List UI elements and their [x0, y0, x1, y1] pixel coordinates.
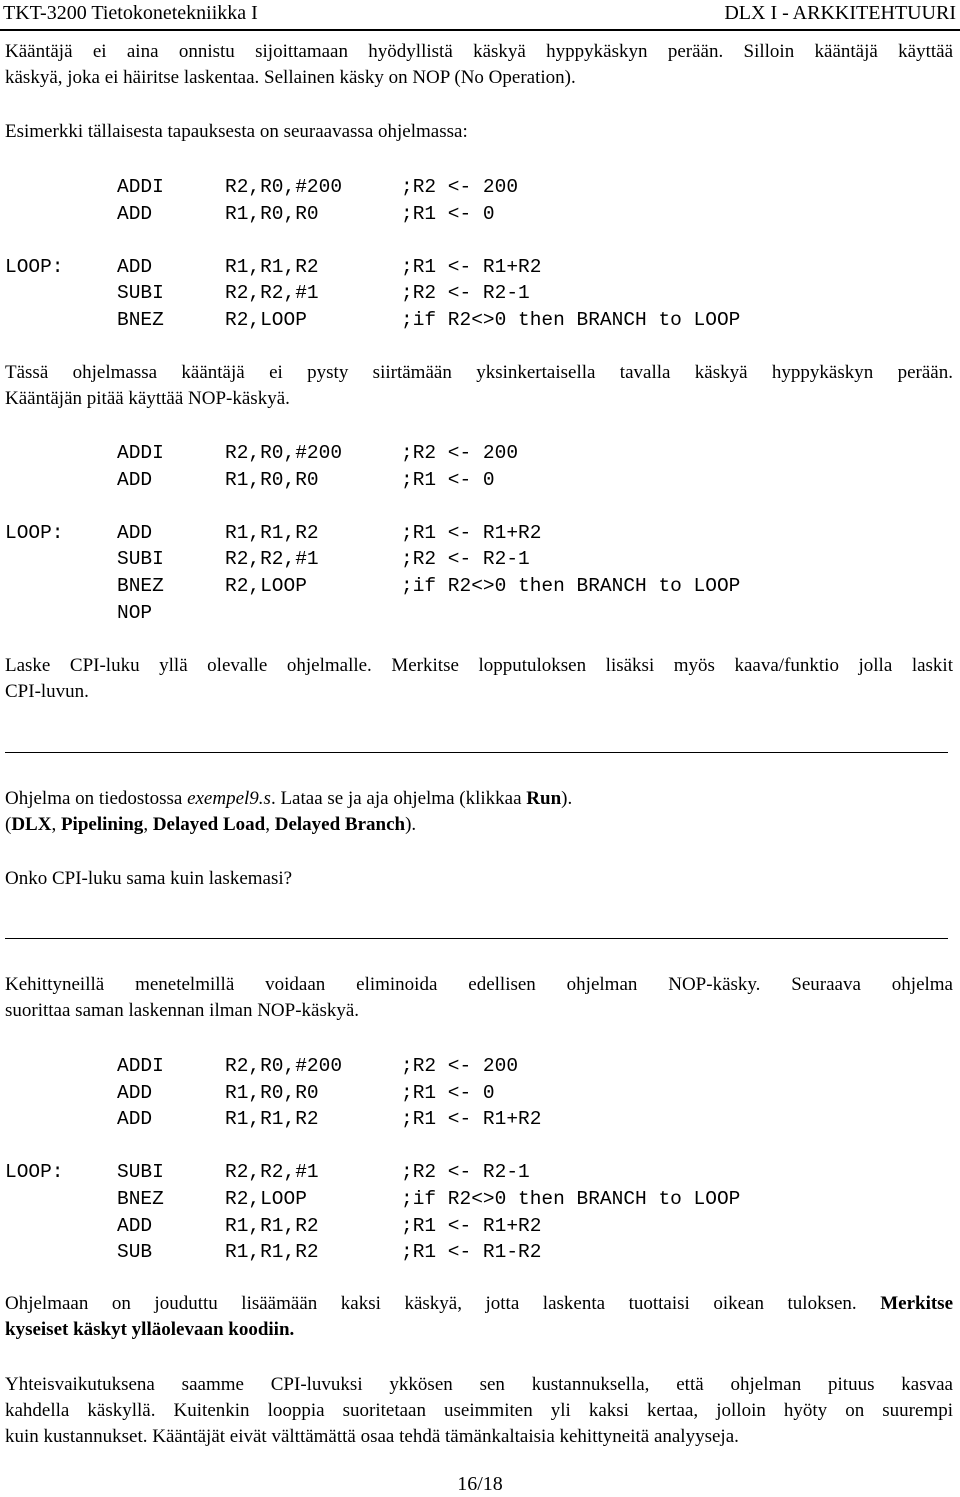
- tradeoff-line-3: kuin kustannukset. Kääntäjät eivät välttämättä osaa tehdä tämänkaltaisia kehittyneitä analyyseja.: [5, 1426, 739, 1447]
- intro-line-1: Kääntäjä ei aina onnistu sijoittamaan hyödyllistä käskyä hyppykäskyn perään. Silloin kääntäjä käyttää: [5, 41, 953, 62]
- code-block-2: [5, 440, 905, 626]
- advanced-line-1: Kehittyneillä menetelmillä voidaan eliminoida edellisen ohjelman NOP-käsky. Seuraava ohjelma: [5, 974, 953, 995]
- code-line: ADDI R2,R0,#200 ;R2 <- 200: [117, 442, 519, 464]
- code-line: SUBI R2,R2,#1 ;R2 <- R2-1: [117, 282, 530, 305]
- cpi-question: Onko CPI-luku sama kuin laskemasi?: [5, 868, 293, 889]
- code-line: ADDI R2,R0,#200 ;R2 <- 200: [117, 1055, 519, 1077]
- example-intro: Esimerkki tällaisesta tapauksesta on seuraavassa ohjelmassa:: [5, 121, 468, 142]
- page-header: [0, 0, 960, 30]
- code-block-3: [5, 1053, 905, 1266]
- code-line: LOOP: SUBI R2,R2,#1 ;R2 <- R2-1: [5, 1161, 530, 1184]
- cpi-task-line-2: CPI-luvun.: [5, 681, 89, 702]
- header-rule: [0, 29, 960, 31]
- cpi-task-line-1: Laske CPI-luku yllä olevalle ohjelmalle. Merkitse lopputuloksen lisäksi myös kaava/funktio jolla laskit: [5, 655, 953, 676]
- code-line: BNEZ R2,LOOP ;if R2<>0 then BRANCH to LOOP: [117, 308, 741, 331]
- tradeoff-line-2: kahdella käskyllä. Kuitenkin looppia suoritetaan useimmiten yli kaksi kertaa, jolloin hyöty on suurempi: [5, 1400, 953, 1421]
- code-line-blank: [5, 493, 905, 520]
- tradeoff-paragraph: [5, 1372, 953, 1450]
- code-line-blank: [5, 1133, 905, 1160]
- code-line: BNEZ R2,LOOP ;if R2<>0 then BRANCH to LOOP: [117, 574, 741, 597]
- answer-line-2[interactable]: [5, 938, 948, 939]
- nop-paragraph: [5, 360, 953, 412]
- run-line-1: Ohjelma on tiedostossa exempel9.s. Lataa se ja aja ohjelma (klikkaa Run).: [5, 788, 573, 809]
- code-line: ADD R1,R0,R0 ;R1 <- 0: [117, 468, 495, 491]
- code-line: ADD R1,R1,R2 ;R1 <- R1+R2: [117, 1214, 542, 1237]
- run-line-2: (DLX, Pipelining, Delayed Load, Delayed Branch).: [5, 814, 417, 835]
- added-line-1: Ohjelmaan on jouduttu lisäämään kaksi käskyä, jotta laskenta tuottaisi oikean tuloksen. Merkitse: [5, 1293, 954, 1314]
- course-title: TKT-3200 Tietokonetekniikka I: [3, 2, 258, 24]
- answer-line-1[interactable]: [5, 752, 948, 753]
- page-number: 16/18: [457, 1473, 503, 1495]
- intro-line-2: käskyä, joka ei häiritse laskentaa. Sellainen käsky on NOP (No Operation).: [5, 67, 576, 88]
- code-line: SUBI R2,R2,#1 ;R2 <- R2-1: [117, 548, 530, 571]
- advanced-line-2: suorittaa saman laskennan ilman NOP-käskyä.: [5, 1000, 360, 1021]
- tradeoff-line-1: Yhteisvaikutuksena saamme CPI-luvuksi ykkösen sen kustannuksella, että ohjelman pituus kasvaa: [5, 1374, 953, 1395]
- section-title: DLX I - ARKKITEHTUURI: [724, 2, 956, 24]
- file-name: exempel9.s: [187, 788, 271, 809]
- code-line: ADD R1,R0,R0 ;R1 <- 0: [117, 202, 495, 225]
- code-line: LOOP: ADD R1,R1,R2 ;R1 <- R1+R2: [5, 255, 542, 278]
- added-line-2: kyseiset käskyt ylläolevaan koodiin.: [5, 1319, 295, 1340]
- code-line: BNEZ R2,LOOP ;if R2<>0 then BRANCH to LOOP: [117, 1187, 741, 1210]
- code-line: ADDI R2,R0,#200 ;R2 <- 200: [117, 176, 519, 198]
- nop-line-1: Tässä ohjelmassa kääntäjä ei pysty siirtämään yksinkertaisella tavalla käskyä hyppykäskyn perään.: [5, 362, 953, 383]
- intro-paragraph: [5, 39, 953, 91]
- code-line-blank: [5, 227, 905, 254]
- advanced-paragraph: [5, 972, 953, 1024]
- code-line: LOOP: ADD R1,R1,R2 ;R1 <- R1+R2: [5, 521, 542, 544]
- code-block-1: [5, 174, 905, 334]
- run-instructions: [5, 786, 953, 838]
- code-line: NOP: [117, 601, 153, 624]
- code-line: ADD R1,R1,R2 ;R1 <- R1+R2: [117, 1108, 542, 1131]
- code-line: ADD R1,R0,R0 ;R1 <- 0: [117, 1081, 495, 1104]
- nop-line-2: Kääntäjän pitää käyttää NOP-käskyä.: [5, 388, 290, 409]
- code-line: SUB R1,R1,R2 ;R1 <- R1-R2: [117, 1241, 542, 1264]
- added-paragraph: [5, 1291, 953, 1343]
- cpi-task-paragraph: [5, 653, 953, 705]
- run-keyword: Run: [526, 788, 562, 809]
